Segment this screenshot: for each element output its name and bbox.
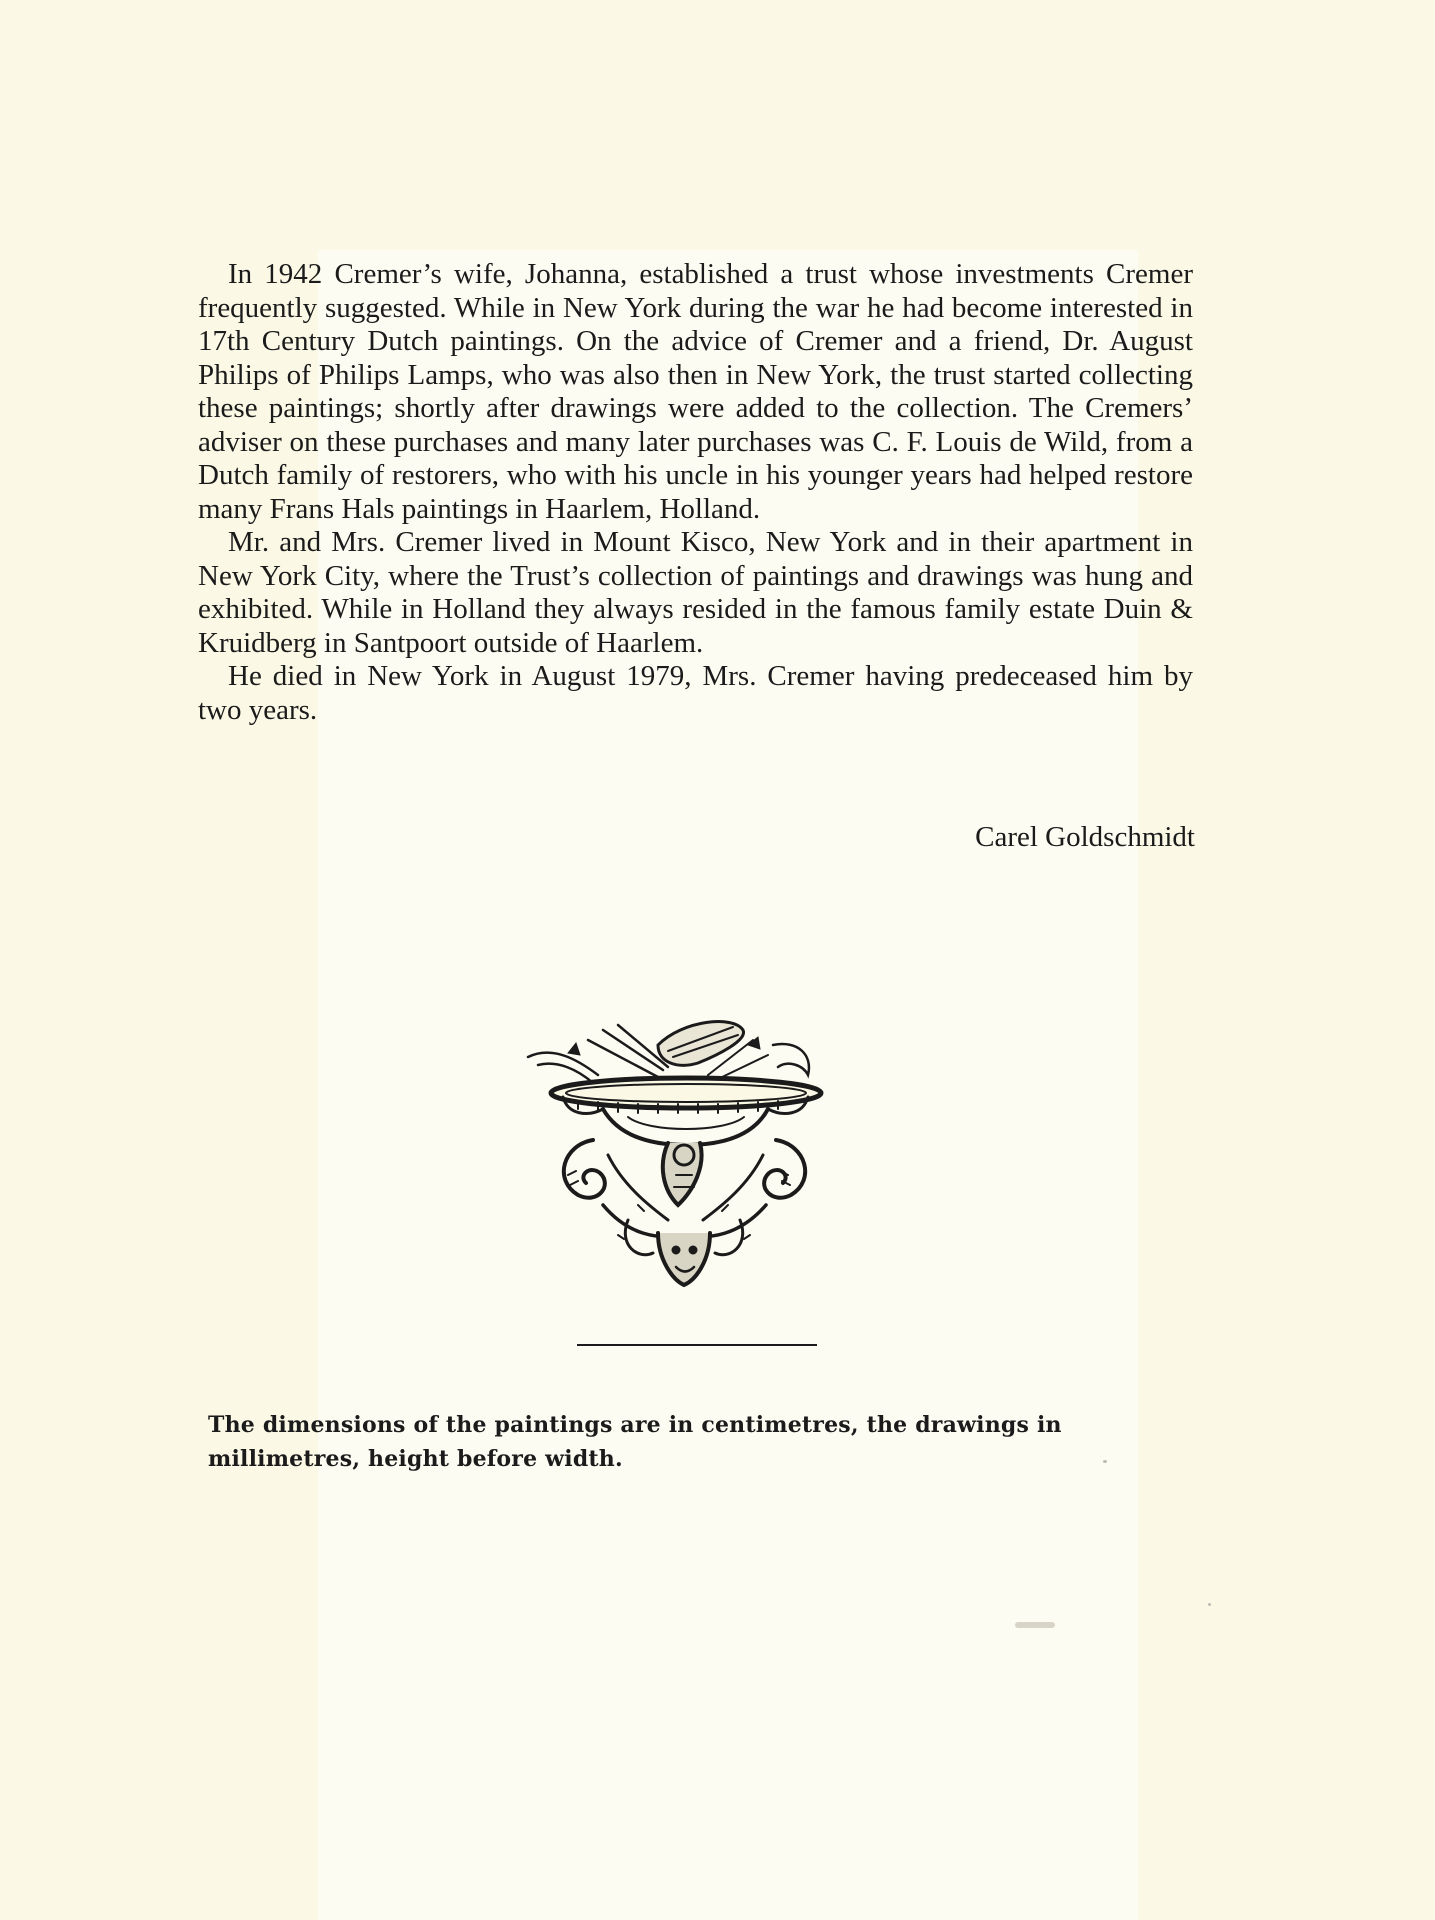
dimensions-note: The dimensions of the paintings are in centimetres, the drawings in millimetres, height before width.: [208, 1412, 1062, 1472]
horizontal-divider: [577, 1344, 817, 1346]
paragraph-trust: In 1942 Cremer’s wife, Johanna, established a trust whose investments Cremer frequently suggested. While in New York during the war he had become interested in 17th Century Dutch paintings. On the advice of Cremer and a friend, Dr. August Philips of Philips Lamps, who was also then in New York, the trust started collecting these paintings; shortly after drawings were added to the collection. The Cremers’ adviser on these purchases and many later purchases was C. F. Louis de Wild, from a Dutch family of restorers, who with his uncle in his younger years had helped restore many Frans Hals paintings in Haarlem, Holland.: [198, 258, 1193, 525]
ornamental-vignette-icon: [508, 1005, 858, 1295]
paragraph-residence: Mr. and Mrs. Cremer lived in Mount Kisco, New York and in their apartment in New York City, where the Trust’s collection of paintings and drawings was hung and exhibited. While in Holland they always resided in the famous family estate Duin & Kruidberg in Santpoort outside of Haarlem.: [198, 526, 1193, 659]
paragraph-death: He died in New York in August 1979, Mrs. Cremer having predeceased him by two years.: [198, 660, 1193, 726]
paper-speck: [1103, 1460, 1107, 1463]
body-text: [198, 258, 1193, 727]
paper-speck: [1208, 1603, 1211, 1606]
author-signature: Carel Goldschmidt: [975, 821, 1195, 853]
paper-speck: [1015, 1622, 1055, 1628]
